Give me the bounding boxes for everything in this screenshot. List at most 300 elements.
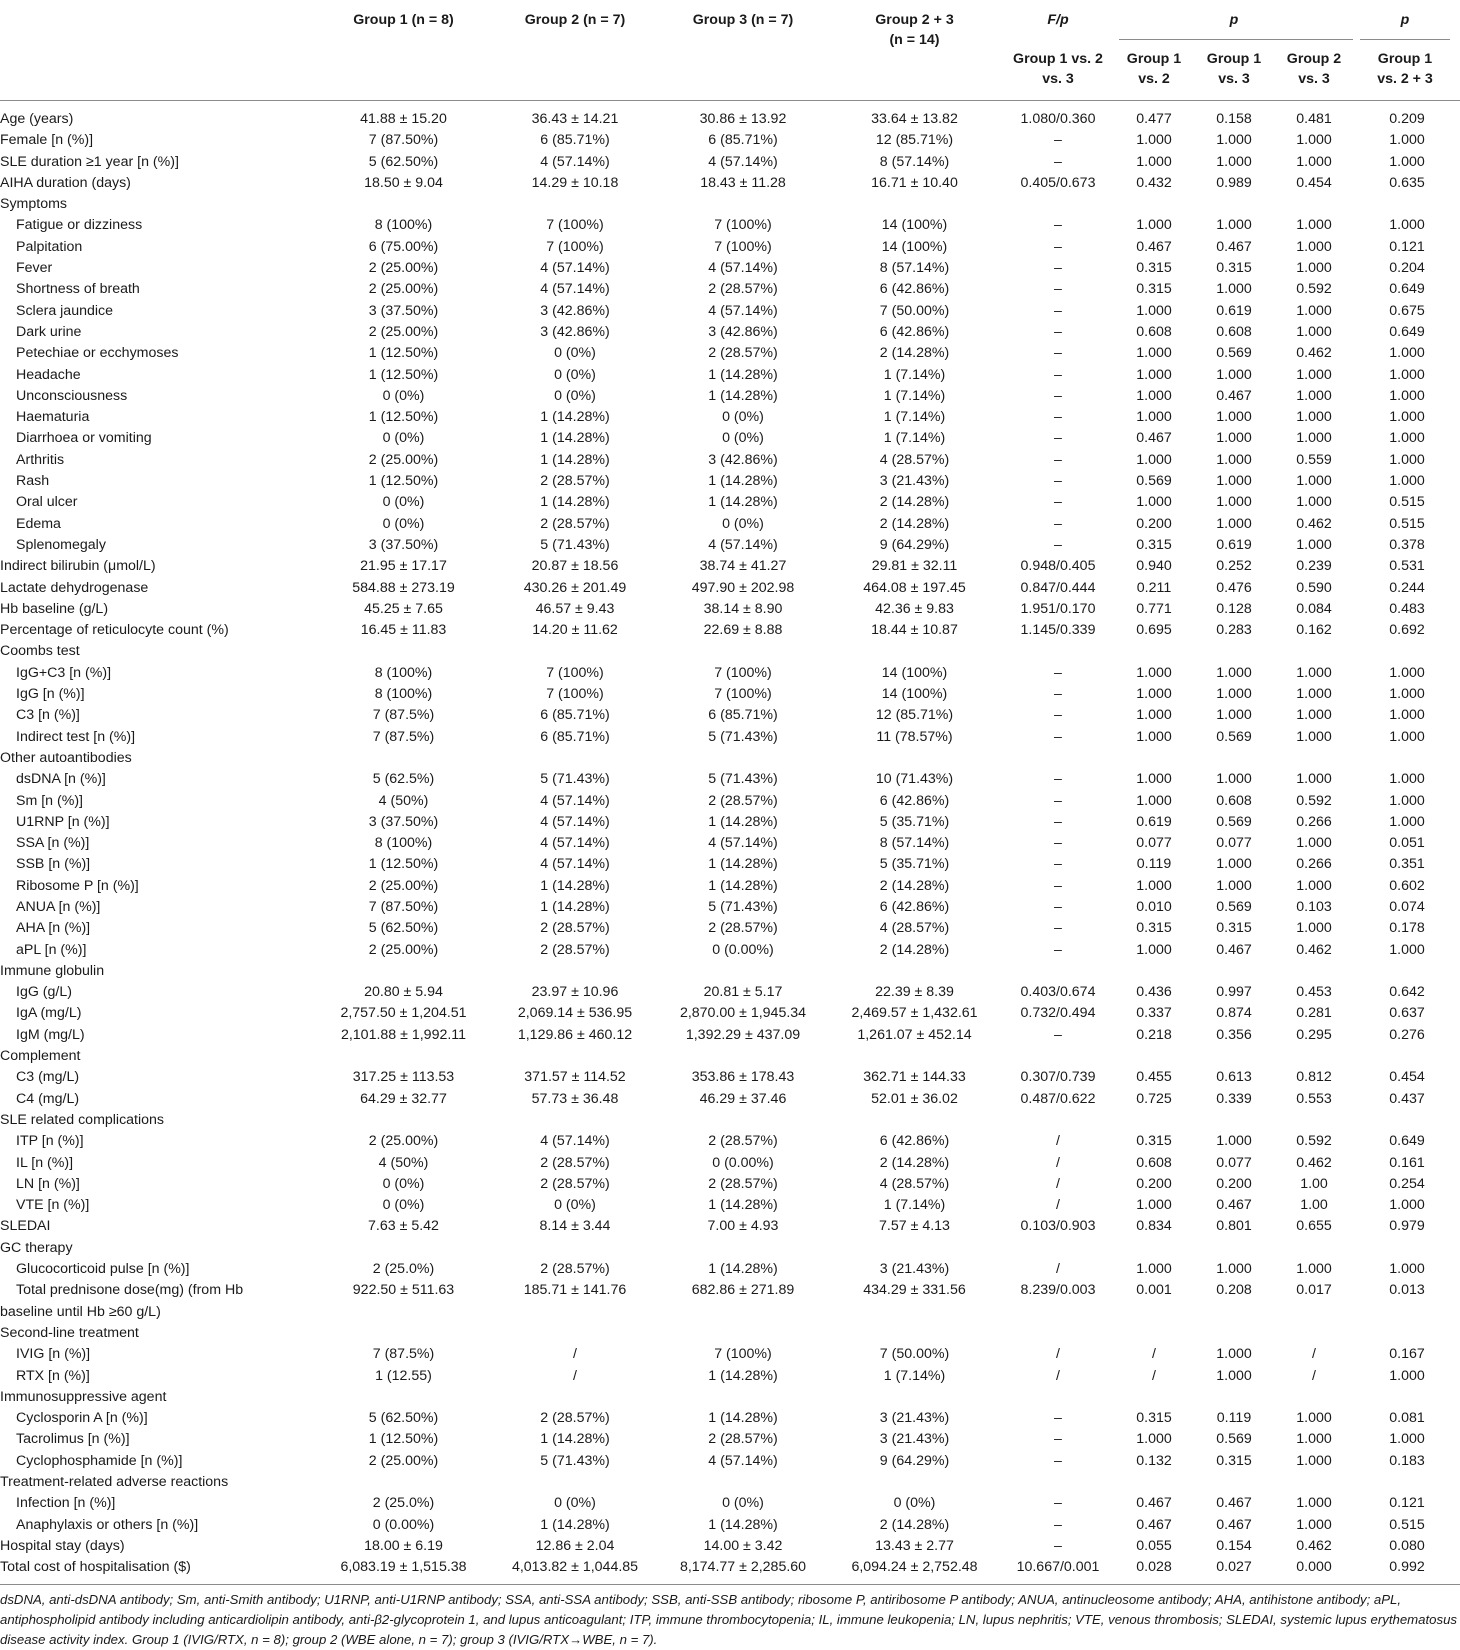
row-label: Indirect bilirubin (μmol/L) xyxy=(0,558,156,575)
table-row xyxy=(0,130,1460,151)
table-cell: 0 (0%) xyxy=(893,1495,936,1512)
table-cell: 1.000 xyxy=(1216,281,1252,298)
row-label: GC therapy xyxy=(0,1239,73,1256)
table-cell xyxy=(1194,1046,1274,1067)
table-row xyxy=(0,343,1460,364)
table-row xyxy=(0,641,1460,662)
table-cell: 1 (14.28%) xyxy=(708,366,778,383)
row-label: U1RNP [n (%)] xyxy=(16,813,110,830)
table-cell: 317.25 ± 113.53 xyxy=(352,1069,455,1086)
table-cell: 0 (0%) xyxy=(722,1495,764,1512)
table-row xyxy=(0,940,1460,961)
table-cell: 3 (42.86%) xyxy=(708,323,778,340)
table-cell: 33.64 ± 13.82 xyxy=(871,111,958,127)
table-cell: 1.000 xyxy=(1296,260,1332,277)
table-cell xyxy=(827,1472,1002,1493)
table-row xyxy=(0,1046,1460,1067)
table-cell: – xyxy=(1054,238,1062,255)
header-group1: Group 1 (n = 8) xyxy=(353,12,454,28)
table-cell: – xyxy=(1054,387,1062,404)
table-cell: 2 (25.00%) xyxy=(368,281,439,298)
table-row xyxy=(0,961,1460,982)
table-cell: 1.000 xyxy=(1216,409,1252,426)
table-cell: 0.027 xyxy=(1216,1559,1252,1576)
row-label: IgG+C3 [n (%)] xyxy=(16,664,112,681)
row-label: Fever xyxy=(16,260,53,277)
table-cell: – xyxy=(1054,1452,1062,1469)
table-cell: 1.000 xyxy=(1296,238,1332,255)
table-cell: 1 (14.28%) xyxy=(540,898,610,915)
table-cell: 0.276 xyxy=(1389,1026,1425,1043)
header-p13-line2: vs. 3 xyxy=(1218,71,1250,87)
table-cell xyxy=(316,1323,491,1344)
row-label: Tacrolimus [n (%)] xyxy=(16,1431,130,1448)
table-cell: 22.69 ± 8.88 xyxy=(703,622,783,639)
table-cell: / xyxy=(1056,1197,1060,1214)
table-cell: 7 (100%) xyxy=(714,664,772,681)
table-cell: 0.200 xyxy=(1136,515,1172,532)
table-cell: / xyxy=(573,1367,577,1384)
table-cell: 0.613 xyxy=(1216,1069,1252,1086)
table-row xyxy=(0,1259,1460,1280)
table-cell: 0.462 xyxy=(1296,1154,1332,1171)
table-row xyxy=(0,833,1460,854)
table-cell: 16.45 ± 11.83 xyxy=(360,622,447,639)
table-cell: 4 (57.14%) xyxy=(540,281,610,298)
table-cell: 2 (28.57%) xyxy=(540,473,610,490)
table-cell xyxy=(1002,1472,1114,1493)
table-cell: 0 (0.00%) xyxy=(712,1154,774,1171)
table-cell: / xyxy=(573,1346,577,1363)
table-cell: 6 (85.71%) xyxy=(540,707,610,724)
table-cell: / xyxy=(1056,1154,1060,1171)
table-row xyxy=(0,982,1460,1003)
table-row xyxy=(0,1408,1460,1429)
table-cell: 0.467 xyxy=(1136,1516,1172,1533)
table-row xyxy=(0,918,1460,939)
table-cell: 18.43 ± 11.28 xyxy=(700,174,786,191)
table-row xyxy=(0,1451,1460,1472)
table-cell: 7.63 ± 5.42 xyxy=(368,1218,439,1235)
table-cell: 0.725 xyxy=(1136,1090,1172,1107)
table-cell xyxy=(1194,1472,1274,1493)
table-cell: 0.266 xyxy=(1296,856,1332,873)
table-cell xyxy=(316,641,491,662)
table-cell: 0.732/0.494 xyxy=(1020,1005,1096,1022)
table-cell: 185.71 ± 141.76 xyxy=(523,1282,627,1299)
table-cell: 1.000 xyxy=(1136,1197,1172,1214)
table-cell: 23.97 ± 10.96 xyxy=(531,984,619,1001)
table-cell: 7 (50.00%) xyxy=(879,1346,950,1363)
table-cell: 2 (25.00%) xyxy=(368,1133,439,1150)
table-cell: 10 (71.43%) xyxy=(875,771,954,788)
table-cell xyxy=(316,748,491,769)
table-cell: 5 (62.50%) xyxy=(368,920,439,937)
table-cell: 0.979 xyxy=(1389,1218,1425,1235)
table-cell: 0.487/0.622 xyxy=(1020,1090,1096,1107)
table-cell: 2 (14.28%) xyxy=(879,515,950,532)
table-cell xyxy=(1002,1046,1114,1067)
table-cell: 2 (28.57%) xyxy=(540,1154,610,1171)
row-label: Unconsciousness xyxy=(16,387,128,404)
table-cell: 7 (100%) xyxy=(714,686,772,703)
table-cell xyxy=(827,1302,1002,1323)
table-cell: 1 (14.28%) xyxy=(540,409,610,426)
table-cell: 0.692 xyxy=(1389,622,1425,639)
table-cell: 42.36 ± 9.83 xyxy=(875,600,954,617)
row-label: Second-line treatment xyxy=(0,1324,139,1341)
table-cell xyxy=(827,1387,1002,1408)
table-cell: 1 (12.50%) xyxy=(368,409,439,426)
table-cell xyxy=(316,1302,491,1323)
table-cell: 1 (12.50%) xyxy=(368,473,439,490)
table-cell: 30.86 ± 13.92 xyxy=(699,111,787,127)
table-cell: 9 (64.29%) xyxy=(879,1452,950,1469)
table-cell xyxy=(1354,1110,1460,1131)
table-cell: 0.209 xyxy=(1389,111,1425,127)
table-cell: 0 (0%) xyxy=(554,366,596,383)
table-cell xyxy=(659,1046,827,1067)
row-label: Female [n (%)] xyxy=(0,132,94,149)
table-cell: 1,261.07 ± 452.14 xyxy=(857,1026,972,1043)
row-label: ANUA [n (%)] xyxy=(16,898,101,915)
table-row xyxy=(0,109,1460,130)
table-cell: 0.608 xyxy=(1216,323,1252,340)
table-cell: 1.000 xyxy=(1216,494,1252,511)
header-fp: F/p xyxy=(1047,12,1069,28)
table-cell: 18.44 ± 10.87 xyxy=(871,622,958,639)
table-row xyxy=(0,1557,1460,1578)
table-cell: 2 (14.28%) xyxy=(879,345,950,362)
row-label: Percentage of reticulocyte count (%) xyxy=(0,622,229,639)
table-cell: / xyxy=(1152,1367,1156,1384)
table-cell: 3 (42.86%) xyxy=(540,302,610,319)
table-cell: 14 (100%) xyxy=(881,238,948,255)
table-cell: 2 (14.28%) xyxy=(879,941,950,958)
table-cell xyxy=(1274,1387,1354,1408)
table-cell: 0.608 xyxy=(1136,323,1172,340)
row-label: SLEDAI xyxy=(0,1218,51,1235)
table-cell: 682.86 ± 271.89 xyxy=(691,1282,795,1299)
table-cell: 1.000 xyxy=(1216,366,1252,383)
table-cell: – xyxy=(1054,451,1062,468)
table-cell xyxy=(1114,748,1194,769)
table-cell xyxy=(659,1302,827,1323)
table-cell xyxy=(1274,961,1354,982)
table-cell: 41.88 ± 15.20 xyxy=(360,111,447,127)
row-label: Complement xyxy=(0,1048,81,1065)
table-cell: 0.403/0.674 xyxy=(1020,984,1096,1001)
table-cell: 3 (21.43%) xyxy=(879,1410,950,1427)
header-group23-line1: Group 2 + 3 xyxy=(875,12,954,28)
table-cell: 1.000 xyxy=(1216,664,1252,681)
table-cell xyxy=(1194,1387,1274,1408)
table-cell: – xyxy=(1054,1431,1062,1448)
data-table xyxy=(0,109,1460,1578)
table-cell: 2 (25.00%) xyxy=(368,1452,439,1469)
table-cell xyxy=(1354,1323,1460,1344)
header-p23-line1: Group 2 xyxy=(1286,51,1342,67)
table-cell: 0.467 xyxy=(1216,941,1252,958)
row-label: C4 (mg/L) xyxy=(16,1090,80,1107)
row-label: C3 [n (%)] xyxy=(16,707,80,724)
table-cell: 2 (28.57%) xyxy=(708,345,778,362)
row-label: Coombs test xyxy=(0,643,80,660)
table-cell: 1.000 xyxy=(1216,1133,1252,1150)
table-cell: 7 (87.5%) xyxy=(372,1346,435,1363)
table-cell: 1.000 xyxy=(1296,877,1332,894)
table-cell: 2 (28.57%) xyxy=(708,920,778,937)
table-cell: 0.649 xyxy=(1389,1133,1425,1150)
table-cell: – xyxy=(1054,1516,1062,1533)
table-row xyxy=(0,1067,1460,1088)
table-cell: 1.080/0.360 xyxy=(1020,111,1096,127)
table-cell xyxy=(316,1110,491,1131)
table-cell xyxy=(491,1387,659,1408)
row-label: Lactate dehydrogenase xyxy=(0,579,149,596)
table-cell: 0.462 xyxy=(1296,515,1332,532)
table-cell: 0.801 xyxy=(1216,1218,1252,1235)
table-cell: 1.000 xyxy=(1216,217,1252,234)
table-cell: 6 (85.71%) xyxy=(708,132,778,149)
table-cell: 0.200 xyxy=(1216,1175,1252,1192)
p-last-rule xyxy=(1360,39,1450,40)
table-cell: 3 (21.43%) xyxy=(879,1431,950,1448)
table-cell: 1.000 xyxy=(1136,686,1172,703)
table-cell: – xyxy=(1054,664,1062,681)
table-cell: 1 (14.28%) xyxy=(708,473,778,490)
table-cell: – xyxy=(1054,1026,1062,1043)
table-cell: 1.000 xyxy=(1136,941,1172,958)
table-cell xyxy=(1114,1046,1194,1067)
table-cell: 1 (14.28%) xyxy=(708,877,778,894)
table-cell xyxy=(1002,1323,1114,1344)
table-cell: 5 (71.43%) xyxy=(708,771,778,788)
table-cell xyxy=(827,1110,1002,1131)
table-cell: 1 (14.28%) xyxy=(708,1367,778,1384)
table-cell: 7 (87.5%) xyxy=(372,707,435,724)
table-cell: 0.077 xyxy=(1136,835,1172,852)
table-cell: 430.26 ± 201.49 xyxy=(523,579,627,596)
table-cell: 0.154 xyxy=(1216,1537,1252,1554)
table-cell: 1 (12.50%) xyxy=(368,856,439,873)
table-cell xyxy=(1354,961,1460,982)
table-cell: 8 (57.14%) xyxy=(879,260,950,277)
table-cell: 0.569 xyxy=(1216,345,1252,362)
table-cell: 8 (57.14%) xyxy=(879,835,950,852)
table-row xyxy=(0,897,1460,918)
table-cell: 1.000 xyxy=(1216,877,1252,894)
table-cell xyxy=(659,1387,827,1408)
table-cell: 1.000 xyxy=(1389,409,1425,426)
table-cell: 0.017 xyxy=(1296,1282,1332,1299)
table-cell: 0.028 xyxy=(1136,1559,1172,1576)
table-cell xyxy=(1002,748,1114,769)
table-cell: 1.000 xyxy=(1136,494,1172,511)
table-cell: 0.010 xyxy=(1136,898,1172,915)
table-cell: 1.000 xyxy=(1389,686,1425,703)
table-cell: 0.337 xyxy=(1136,1005,1172,1022)
table-cell: 1.000 xyxy=(1296,1452,1332,1469)
table-cell: 1.000 xyxy=(1296,323,1332,340)
table-row xyxy=(0,173,1460,194)
table-cell: 4 (57.14%) xyxy=(540,835,610,852)
table-cell: 0.515 xyxy=(1389,1516,1425,1533)
table-cell: 1.000 xyxy=(1216,1261,1252,1278)
table-cell: 1.000 xyxy=(1136,1431,1172,1448)
table-cell: 3 (42.86%) xyxy=(540,323,610,340)
table-row xyxy=(0,1429,1460,1450)
table-cell xyxy=(659,194,827,215)
table-cell: 0.378 xyxy=(1389,536,1425,553)
table-cell: 2,469.57 ± 1,432.61 xyxy=(851,1005,978,1022)
table-cell: 6 (42.86%) xyxy=(879,792,950,809)
table-cell: 0.315 xyxy=(1136,1410,1172,1427)
row-label: IgG [n (%)] xyxy=(16,686,85,703)
table-cell: 9 (64.29%) xyxy=(879,536,950,553)
table-cell xyxy=(659,1110,827,1131)
table-cell: 11 (78.57%) xyxy=(876,728,953,745)
row-label: aPL [n (%)] xyxy=(16,941,87,958)
table-cell: – xyxy=(1054,686,1062,703)
table-cell: – xyxy=(1054,494,1062,511)
table-cell: 0.462 xyxy=(1296,345,1332,362)
table-cell: 2,757.50 ± 1,204.51 xyxy=(340,1005,467,1022)
table-cell: 7 (100%) xyxy=(714,238,772,255)
table-cell: 14 (100%) xyxy=(881,217,948,234)
table-cell: 1.000 xyxy=(1136,1261,1172,1278)
table-row xyxy=(0,428,1460,449)
table-cell: – xyxy=(1054,323,1062,340)
table-cell: 2 (25.00%) xyxy=(368,941,439,958)
table-cell: 1.000 xyxy=(1389,345,1425,362)
table-cell: 0.208 xyxy=(1216,1282,1252,1299)
table-cell: 45.25 ± 7.65 xyxy=(364,600,443,617)
table-cell: 4 (50%) xyxy=(378,1154,429,1171)
table-cell: 0.675 xyxy=(1389,302,1425,319)
table-cell: – xyxy=(1054,771,1062,788)
table-cell: 16.71 ± 10.40 xyxy=(871,174,958,191)
table-cell: 1.000 xyxy=(1296,132,1332,149)
table-row xyxy=(0,237,1460,258)
table-cell: 8,174.77 ± 2,285.60 xyxy=(679,1559,807,1576)
row-label: Edema xyxy=(16,515,61,532)
table-cell: 0 (0%) xyxy=(382,1197,425,1214)
table-cell: 0.467 xyxy=(1216,238,1252,255)
table-row xyxy=(0,1515,1460,1536)
table-cell: 2 (25.00%) xyxy=(368,323,439,340)
table-cell: 14 (100%) xyxy=(881,664,948,681)
table-cell: / xyxy=(1152,1346,1156,1363)
table-cell: 8.239/0.003 xyxy=(1020,1282,1096,1299)
table-cell: 0.874 xyxy=(1216,1005,1252,1022)
table-cell: 4 (57.14%) xyxy=(540,856,610,873)
table-cell: 0.307/0.739 xyxy=(1020,1069,1096,1086)
table-cell: 0.635 xyxy=(1389,174,1425,191)
table-cell: 1.000 xyxy=(1216,132,1252,149)
table-cell: 2 (14.28%) xyxy=(879,1516,950,1533)
table-cell xyxy=(1274,1046,1354,1067)
table-cell: 5 (62.50%) xyxy=(368,153,439,170)
header-p1-23-line1: Group 1 xyxy=(1377,51,1433,67)
table-cell xyxy=(659,961,827,982)
table-cell: 0.812 xyxy=(1296,1069,1332,1086)
table-cell: 1.000 xyxy=(1136,366,1172,383)
table-cell: 5 (62.50%) xyxy=(368,1410,439,1427)
table-cell: 1.000 xyxy=(1136,728,1172,745)
table-cell: 1.000 xyxy=(1216,707,1252,724)
table-cell: 1 (14.28%) xyxy=(708,1261,778,1278)
table-row xyxy=(0,727,1460,748)
table-cell: 57.73 ± 36.48 xyxy=(531,1090,619,1107)
table-cell: 4 (57.14%) xyxy=(708,302,778,319)
table-cell: 0.128 xyxy=(1216,600,1252,617)
table-cell: 5 (71.43%) xyxy=(708,728,778,745)
table-cell: 4 (57.14%) xyxy=(540,1133,610,1150)
table-cell xyxy=(491,1323,659,1344)
table-cell: 64.29 ± 32.77 xyxy=(360,1090,447,1107)
table-cell: 1 (7.14%) xyxy=(883,430,946,447)
table-cell: 1,392.29 ± 437.09 xyxy=(685,1026,801,1043)
row-label: Hb baseline (g/L) xyxy=(0,600,109,617)
table-cell xyxy=(316,961,491,982)
table-cell: 922.50 ± 511.63 xyxy=(352,1282,455,1299)
table-header xyxy=(0,0,1460,101)
table-cell: 0.351 xyxy=(1389,856,1425,873)
table-cell: 1.000 xyxy=(1389,387,1425,404)
table-cell xyxy=(491,1472,659,1493)
table-cell: 18.00 ± 6.19 xyxy=(364,1537,443,1554)
row-label: Age (years) xyxy=(0,111,74,127)
row-label: ITP [n (%)] xyxy=(16,1133,84,1150)
table-cell: 2 (25.0%) xyxy=(372,1261,435,1278)
table-cell: 1.000 xyxy=(1296,153,1332,170)
header-p23 xyxy=(1274,49,1354,89)
table-cell: – xyxy=(1054,728,1062,745)
table-cell xyxy=(491,641,659,662)
table-cell: 1.000 xyxy=(1136,409,1172,426)
table-cell: 1 (14.28%) xyxy=(540,494,610,511)
table-footnote: dsDNA, anti-dsDNA antibody; Sm, anti-Smith antibody; U1RNP, anti-U1RNP antibody; SSA, anti-SSA antibody; SSB, anti-SSB antibody; ribosome P, antiribosome P antibody; ANUA, antinucleosome antibody; AHA, antihistone antibody; aPL, antiphospholipid antibody including anticardiolipin antibody, anti-β2-glycoprotein 1, and lupus anticoagulant; ITP, immune thrombocytopenia; IL, immune leukopenia; LN, lupus nephritis; VTE, venous thrombosis; SLEDAI, systemic lupus erythematosus disease activity index. Group 1 (IVIG/RTX, n = 8); group 2 (WBE alone, n = 7); group 3 (IVIG/RTX→WBE, n = 7). xyxy=(0,1592,1458,1648)
table-row xyxy=(0,215,1460,236)
table-cell xyxy=(1002,961,1114,982)
table-row xyxy=(0,1323,1460,1344)
header-p12-line2: vs. 2 xyxy=(1138,71,1170,87)
table-cell: 0.467 xyxy=(1136,238,1172,255)
table-cell: 0.315 xyxy=(1136,260,1172,277)
table-cell: 0.200 xyxy=(1136,1175,1172,1192)
table-cell: 1.000 xyxy=(1389,941,1425,958)
table-cell: 1.951/0.170 xyxy=(1020,600,1096,617)
table-cell: 13.43 ± 2.77 xyxy=(875,1537,954,1554)
table-cell: 0.608 xyxy=(1216,792,1252,809)
table-cell: 0.055 xyxy=(1136,1537,1172,1554)
table-cell: 0.315 xyxy=(1136,1133,1172,1150)
table-cell: 2,870.00 ± 1,945.34 xyxy=(679,1005,807,1022)
table-cell: 5 (35.71%) xyxy=(879,813,950,830)
table-cell: 0 (0%) xyxy=(554,1197,596,1214)
table-cell: 0.001 xyxy=(1136,1282,1172,1299)
table-cell: 8 (100%) xyxy=(374,686,433,703)
table-cell: 4 (50%) xyxy=(378,792,429,809)
table-row xyxy=(0,1174,1460,1195)
header-p23-line2: vs. 3 xyxy=(1298,71,1330,87)
table-cell: 497.90 ± 202.98 xyxy=(691,579,795,596)
table-cell: 2 (28.57%) xyxy=(708,792,778,809)
table-cell: 1 (7.14%) xyxy=(883,1197,946,1214)
table-cell: 0.602 xyxy=(1389,877,1425,894)
table-cell: 12 (85.71%) xyxy=(875,132,954,149)
